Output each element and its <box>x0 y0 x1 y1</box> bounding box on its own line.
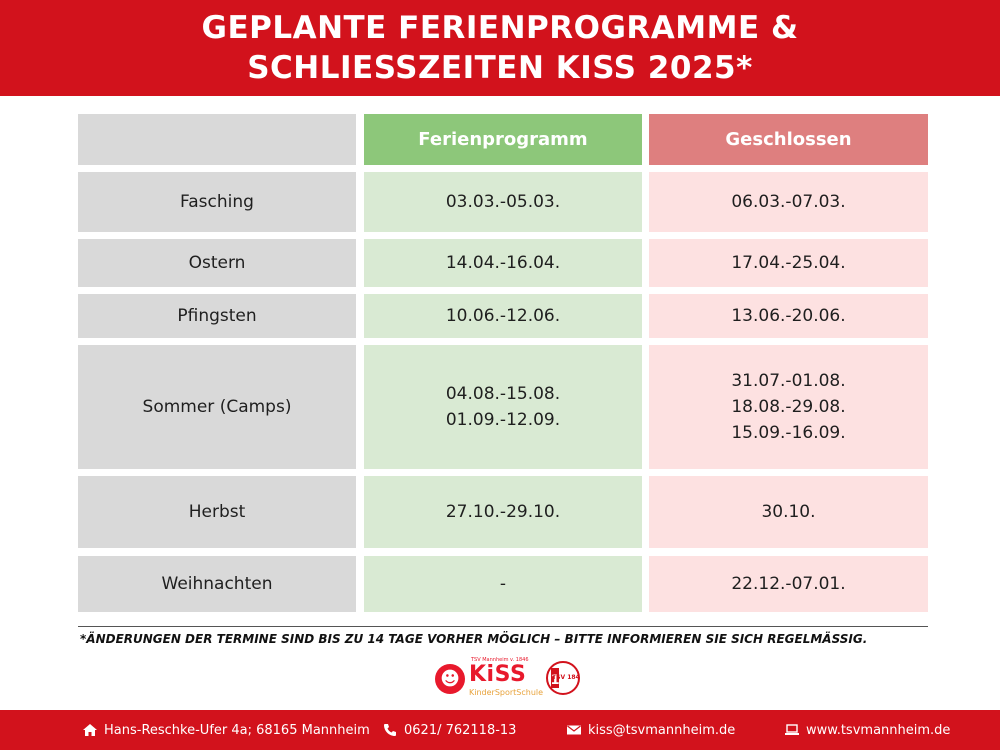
divider <box>78 626 928 627</box>
program-cell <box>364 294 642 338</box>
tsv-logo <box>546 661 580 695</box>
closed-cell <box>649 556 928 612</box>
svg-text:1: 1 <box>550 673 560 688</box>
kiss-logo: KiSS <box>469 662 527 687</box>
closed-date: 31.07.-01.08. <box>731 371 846 391</box>
closed-date: 18.08.-29.08. <box>731 397 846 417</box>
closed-date: 22.12.-07.01. <box>731 574 846 594</box>
address-text: Hans-Reschke-Ufer 4a; 68165 Mannheim <box>104 722 370 738</box>
program-date: 04.08.-15.08. <box>445 384 561 404</box>
program-column-header: Ferienprogramm <box>364 114 642 165</box>
laptop-icon <box>784 722 800 738</box>
row-label-cell <box>78 172 356 232</box>
address-item <box>82 710 370 750</box>
phone-item <box>382 710 516 750</box>
row-label-cell <box>78 294 356 338</box>
row-label: Fasching <box>180 192 254 212</box>
email-link[interactable]: kiss@tsvmannheim.de <box>588 722 736 738</box>
row-label-cell <box>78 476 356 548</box>
closed-cell <box>649 294 928 338</box>
program-date: 27.10.-29.10. <box>445 502 561 522</box>
page-header <box>0 0 1000 96</box>
program-cell <box>364 172 642 232</box>
row-label: Sommer (Camps) <box>142 397 292 417</box>
closed-date: 30.10. <box>761 502 816 522</box>
website-link[interactable]: www.tsvmannheim.de <box>806 722 951 738</box>
row-label-cell <box>78 345 356 469</box>
row-label: Pfingsten <box>177 306 257 326</box>
closed-date: 13.06.-20.06. <box>731 306 846 326</box>
row-label-cell <box>78 239 356 287</box>
program-date: 14.04.-16.04. <box>445 253 561 273</box>
svg-text:TSV 1846: TSV 184 <box>552 674 578 681</box>
kiss-smiley-icon: ☻ <box>435 664 465 694</box>
program-date: 03.03.-05.03. <box>445 192 561 212</box>
corner-header-cell <box>78 114 356 165</box>
closed-date: 06.03.-07.03. <box>731 192 846 212</box>
mail-icon <box>566 722 582 738</box>
kiss-logo-caption: TSV Mannheim v. 1846 <box>471 657 529 663</box>
closed-cell <box>649 345 928 469</box>
closed-date: 15.09.-16.09. <box>731 423 846 443</box>
program-cell <box>364 476 642 548</box>
email-item <box>566 710 735 750</box>
title-line-2: SCHLIESSZEITEN KISS 2025* <box>247 50 753 86</box>
website-item <box>784 710 950 750</box>
kiss-logo-subtitle: KinderSportSchule <box>469 688 544 697</box>
program-date: - <box>499 574 507 594</box>
logo-bar <box>0 658 1000 702</box>
closed-column-header: Geschlossen <box>649 114 928 165</box>
row-label: Ostern <box>188 253 246 273</box>
closed-cell <box>649 476 928 548</box>
program-date: 01.09.-12.09. <box>445 410 561 430</box>
program-cell <box>364 556 642 612</box>
tsv-seal-icon <box>548 663 578 693</box>
closed-cell <box>649 239 928 287</box>
footnote: *ÄNDERUNGEN DER TERMINE SIND BIS ZU 14 TAGE VORHER MÖGLICH – BITTE INFORMIEREN SIE SICH REGELMÄSSIG. <box>80 632 868 646</box>
phone-number[interactable]: 0621/ 762118-13 <box>404 722 517 738</box>
row-label: Weihnachten <box>161 574 273 594</box>
program-cell <box>364 345 642 469</box>
program-date: 10.06.-12.06. <box>445 306 561 326</box>
phone-icon <box>382 722 398 738</box>
title-line-1: GEPLANTE FERIENPROGRAMME & <box>201 10 799 46</box>
closed-date: 17.04.-25.04. <box>731 253 846 273</box>
row-label: Herbst <box>188 502 246 522</box>
home-icon <box>82 722 98 738</box>
contact-footer <box>0 710 1000 750</box>
closed-cell <box>649 172 928 232</box>
program-cell <box>364 239 642 287</box>
row-label-cell <box>78 556 356 612</box>
